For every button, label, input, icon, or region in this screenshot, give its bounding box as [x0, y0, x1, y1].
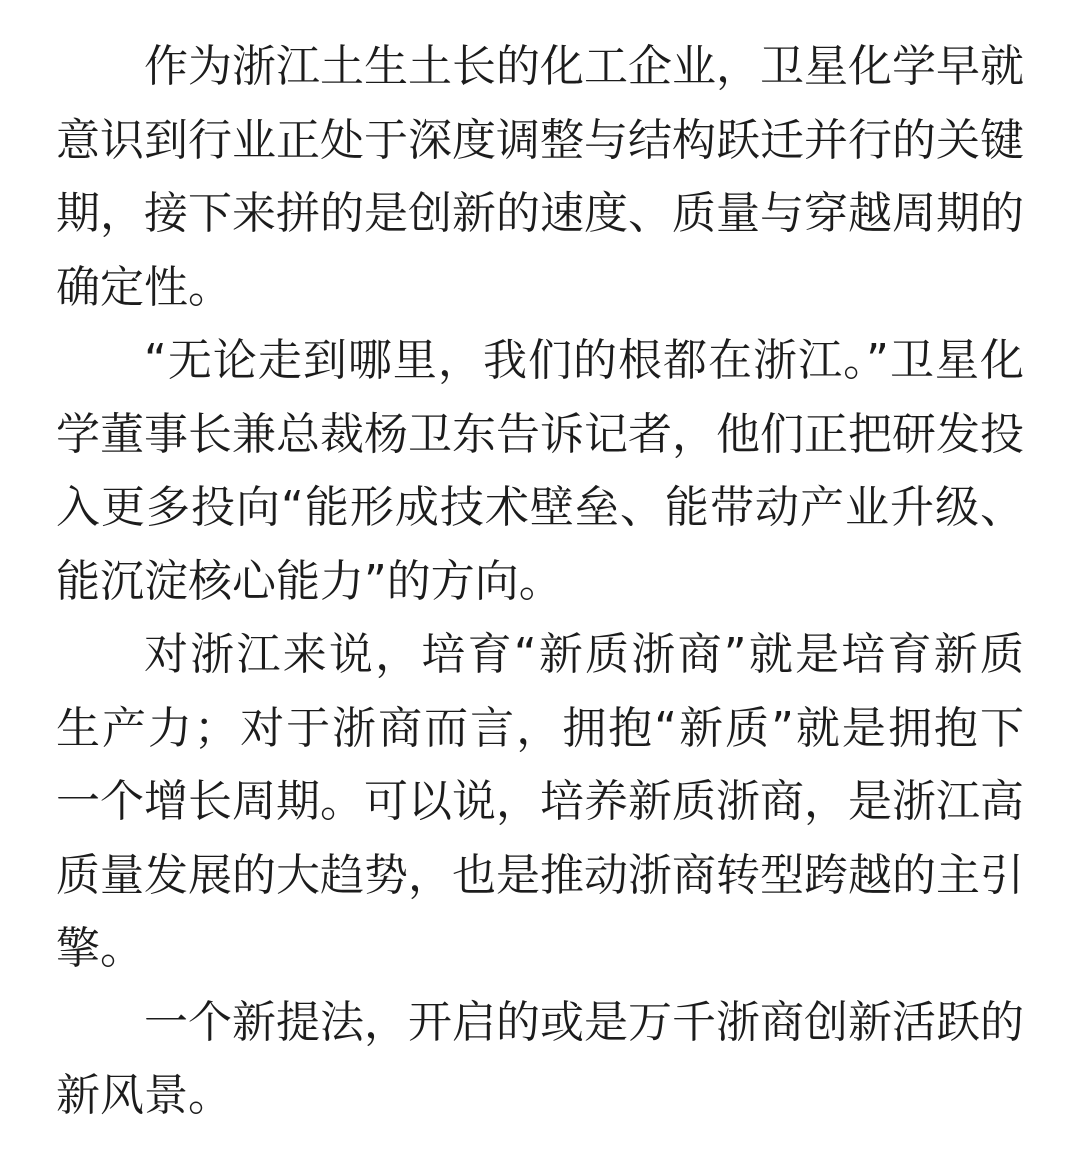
- article-paragraph-1: 作为浙江土生土长的化工企业，卫星化学早就意识到行业正处于深度调整与结构跃迁并行的关键期，接下来拼的是创新的速度、质量与穿越周期的确定性。: [56, 41, 1024, 313]
- article-paragraph-3: 对浙江来说，培育“新质浙商”就是培育新质生产力；对于浙商而言，拥抱“新质”就是拥抱下一个增长周期。可以说，培养新质浙商，是浙江高质量发展的大趋势，也是推动浙商转型跨越的主引擎。: [56, 629, 1024, 974]
- article-paragraph-4: 一个新提法，开启的或是万千浙商创新活跃的新风景。: [56, 996, 1024, 1121]
- article-paragraph-2: “无论走到哪里，我们的根都在浙江。”卫星化学董事长兼总裁杨卫东告诉记者，他们正把研发投入更多投向“能形成技术壁垒、能带动产业升级、能沉淀核心能力”的方向。: [56, 335, 1024, 607]
